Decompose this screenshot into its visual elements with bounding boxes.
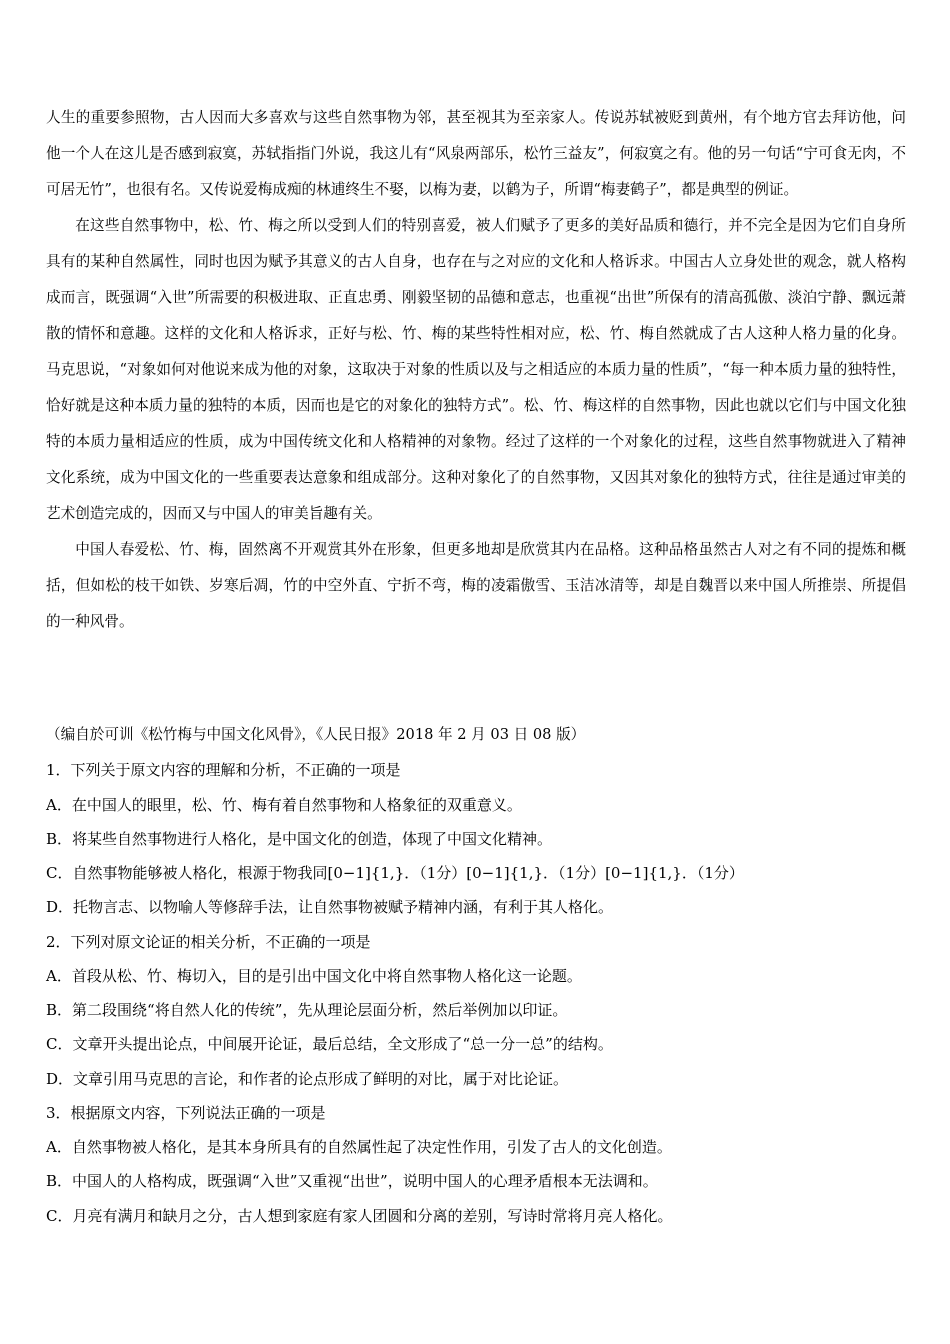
question-2-stem: 2．下列对原文论证的相关分析，不正确的一项是 xyxy=(46,933,371,951)
question-1-stem: 1．下列关于原文内容的理解和分析，不正确的一项是 xyxy=(46,761,401,779)
question-1-option-a: A．在中国人的眼里，松、竹、梅有着自然事物和人格象征的双重意义。 xyxy=(46,796,522,814)
passage-paragraph-2: 在这些自然事物中，松、竹、梅之所以受到人们的特别喜爱，被人们赋予了更多的美好品质和德行，并不完全是因为它们自身所具有的某种自然属性，同时也因为赋予其意义的古人自身，也存在与之对应的文化和人格诉求。中国古人立身处世的观念，就人格构成而言，既强调“入世”所需要的积极进取、正直忠勇、刚毅坚韧的品德和意志，也重视“出世”所保有的清高孤傲、淡泊宁静、飘远萧散的情怀和意趣。这样的文化和人格诉求，正好与松、竹、梅的某些特性相对应，松、竹、梅自然就成了古人这种人格力量的化身。马克思说，“对象如何对他说来成为他的对象，这取决于对象的性质以及与之相适应的本质力量的性质”，“每一种本质力量的独特性，恰好就是这种本质力量的独特的本质，因而也是它的对象化的独特方式”。松、竹、梅这样的自然事物，因此也就以它们与中国文化独特的本质力量相适应的性质，成为中国传统文化和人格精神的对象物。经过了这样的一个对象化的过程，这些自然事物就进入了精神文化系统，成为中国文化的一些重要表达意象和组成部分。这种对象化了的自然事物，又因其对象化的独特方式，往往是通过审美的艺术创造完成的，因而又与中国人的审美旨趣有关。 xyxy=(46,217,906,522)
question-2-option-b: B．第二段围绕“将自然人化的传统”，先从理论层面分析，然后举例加以印证。 xyxy=(46,1001,568,1019)
reading-passage xyxy=(46,100,906,640)
question-1-option-b: B．将某些自然事物进行人格化，是中国文化的创造，体现了中国文化精神。 xyxy=(46,830,553,848)
passage-paragraph-1: 人生的重要参照物，古人因而大多喜欢与这些自然事物为邻，甚至视其为至亲家人。传说苏轼被贬到黄州，有个地方官去拜访他，问他一个人在这儿是否感到寂寞，苏轼指指门外说，我这儿有“风泉两部乐，松竹三益友”，何寂寞之有。他的另一句话“宁可食无肉，不可居无竹”，也很有名。又传说爱梅成痴的林逋终生不娶，以梅为妻，以鹤为子，所谓“梅妻鹤子”，都是典型的例证。 xyxy=(46,109,906,198)
question-3-stem: 3．根据原文内容，下列说法正确的一项是 xyxy=(46,1104,326,1122)
source-citation: （编自於可训《松竹梅与中国文化风骨》，《人民日报》2018 年 2 月 03 日 08 版） xyxy=(46,726,586,743)
question-3-option-b: B．中国人的人格构成，既强调“入世”又重视“出世”，说明中国人的心理矛盾根本无法调和。 xyxy=(46,1172,658,1190)
question-1-option-c: C．自然事物能够被人格化，根源于物我同[0−1]{1,}．（1分）[0−1]{1,}．（1分）[0−1]{1,}．（1分） xyxy=(46,864,744,882)
question-3-option-a: A．自然事物被人格化，是其本身所具有的自然属性起了决定性作用，引发了古人的文化创造。 xyxy=(46,1138,672,1156)
question-3-option-c: C．月亮有满月和缺月之分，古人想到家庭有家人团圆和分离的差别，写诗时常将月亮人格化。 xyxy=(46,1207,673,1225)
passage-paragraph-3: 中国人春爱松、竹、梅，固然离不开观赏其外在形象，但更多地却是欣赏其内在品格。这种品格虽然古人对之有不同的提炼和概括，但如松的枝干如铁、岁寒后凋，竹的中空外直、宁折不弯，梅的凌霜傲雪、玉洁冰清等，却是自魏晋以来中国人所推崇、所提倡的一种风骨。 xyxy=(46,541,906,630)
question-1-option-d: D．托物言志、以物喻人等修辞手法，让自然事物被赋予精神内涵，有利于其人格化。 xyxy=(46,898,614,916)
question-2-option-a: A．首段从松、竹、梅切入，目的是引出中国文化中将自然事物人格化这一论题。 xyxy=(46,967,582,985)
question-2-option-d: D．文章引用马克思的言论，和作者的论点形成了鲜明的对比，属于对比论证。 xyxy=(46,1070,569,1088)
question-2-option-c: C．文章开头提出论点，中间展开论证，最后总结，全文形成了“总一分一总”的结构。 xyxy=(46,1035,613,1053)
